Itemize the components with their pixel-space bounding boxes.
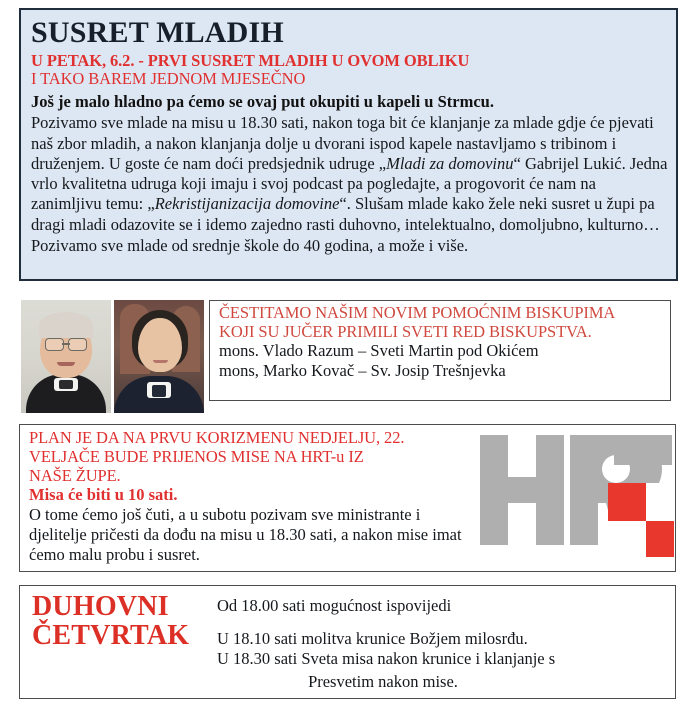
hrt-logo bbox=[478, 429, 674, 557]
hrt-headline-line-1: PLAN JE DA NA PRVU KORIZMENU NEDJELJU, 22. bbox=[29, 428, 405, 447]
youth-panel-title: SUSRET MLADIH bbox=[31, 16, 284, 49]
thursday-schedule-item-4: Presvetim nakon mise. bbox=[308, 672, 458, 692]
thursday-title-line-2: ČETVRTAK bbox=[32, 620, 190, 652]
bishops-congrats-panel bbox=[21, 300, 671, 414]
youth-body-seg-2: “ Gabrijel Lukić. Jedna vrlo kvalitetna udruga koji imaju i svoj podcast pa pogledajte, a progovorit će nam na zanimljivu temu: „ bbox=[31, 153, 668, 214]
bishop-name-line-1: mons. Vlado Razum – Sveti Martin pod Okićem bbox=[219, 341, 539, 361]
youth-body-text bbox=[31, 113, 668, 235]
clerical-collar-inner-shape bbox=[59, 380, 73, 389]
youth-body-italic-2: Rekristijanizacija domovine bbox=[154, 194, 340, 214]
youth-lead-text: Još je malo hladno pa ćemo se ovaj put okupiti u kapeli u Strmcu. bbox=[31, 92, 494, 112]
bishop-name-line-2: mons, Marko Kovač – Sv. Josip Trešnjevka bbox=[219, 361, 506, 381]
youth-subtitle-line-1: U PETAK, 6.2. - PRVI SUSRET MLADIH U OVOM OBLIKU bbox=[31, 51, 470, 70]
youth-meeting-panel bbox=[19, 8, 678, 281]
eyeglass-right-shape bbox=[68, 338, 87, 351]
thursday-schedule-item-1: Od 18.00 sati mogućnost ispovijedi bbox=[217, 596, 452, 615]
mouth-shape bbox=[57, 362, 75, 366]
youth-subtitle-line-2: I TAKO BAREM JEDNOM MJESEČNO bbox=[31, 69, 306, 89]
youth-body-last-line: Pozivamo sve mlade od srednje škole do 40 godina, a može i više. bbox=[31, 235, 469, 255]
mouth-shape bbox=[153, 360, 168, 363]
face-shape bbox=[138, 318, 182, 372]
bishop-photo-right bbox=[114, 300, 204, 413]
clerical-collar-inner-shape bbox=[152, 385, 166, 397]
thursday-title-line-1: DUHOVNI bbox=[32, 591, 169, 622]
bishop-photo-left bbox=[21, 300, 111, 413]
bishops-text-box bbox=[209, 300, 671, 401]
bishops-headline-line-1: ČESTITAMO NAŠIM NOVIM POMOĆNIM BISKUPIMA bbox=[219, 303, 616, 322]
hair-shape bbox=[39, 312, 93, 338]
hrt-mass-time-note: Misa će biti u 10 sati. bbox=[29, 485, 178, 505]
eyeglass-bridge-shape bbox=[62, 343, 70, 345]
hrt-body-text: O tome ćemo još čuti, a u subotu pozivam sve ministrante i djelitelje pričesti da dođu na misu u 18.30 sati, a nakon mise imat ćemo malu probu i susret. bbox=[29, 505, 462, 565]
hrt-headline-line-3: NAŠE ŽUPE. bbox=[29, 466, 121, 486]
youth-body-seg-3: “. Slušam mlade kako žele neki susret u župi pa dragi mladi odazovite se i idemo zajedno rasti duhovno, intelektualno, domoljubno, kulturno… bbox=[31, 194, 660, 234]
thursday-schedule-list bbox=[217, 592, 669, 693]
youth-body-italic-1: Mladi za domovinu bbox=[386, 153, 514, 173]
thursday-title bbox=[32, 592, 217, 651]
spiritual-thursday-panel bbox=[19, 585, 676, 699]
youth-body-seg-1: Pozivamo sve mlade na misu u 18.30 sati, nakon toga bit će klanjanje za mlade gdje će pjevati naš zbor mladih, a nakon klanjanja dolje u dvorani ispod kapele nastavljamo s tribinom i druženjem. U goste će nam doći predsjednik udruge „ bbox=[31, 113, 654, 173]
bishops-photo-strip bbox=[21, 300, 205, 413]
bishops-headline-line-2: KOJI SU JUČER PRIMILI SVETI RED BISKUPSTVA. bbox=[219, 321, 592, 341]
thursday-schedule-item-2: U 18.10 sati molitva krunice Božjem milosrđu. bbox=[217, 629, 528, 649]
thursday-schedule-item-3: U 18.30 sati Sveta misa nakon krunice i klanjanje s bbox=[217, 649, 556, 669]
hrt-headline-line-2: VELJAČE BUDE PRIJENOS MISE NA HRT-u IZ bbox=[29, 447, 364, 467]
